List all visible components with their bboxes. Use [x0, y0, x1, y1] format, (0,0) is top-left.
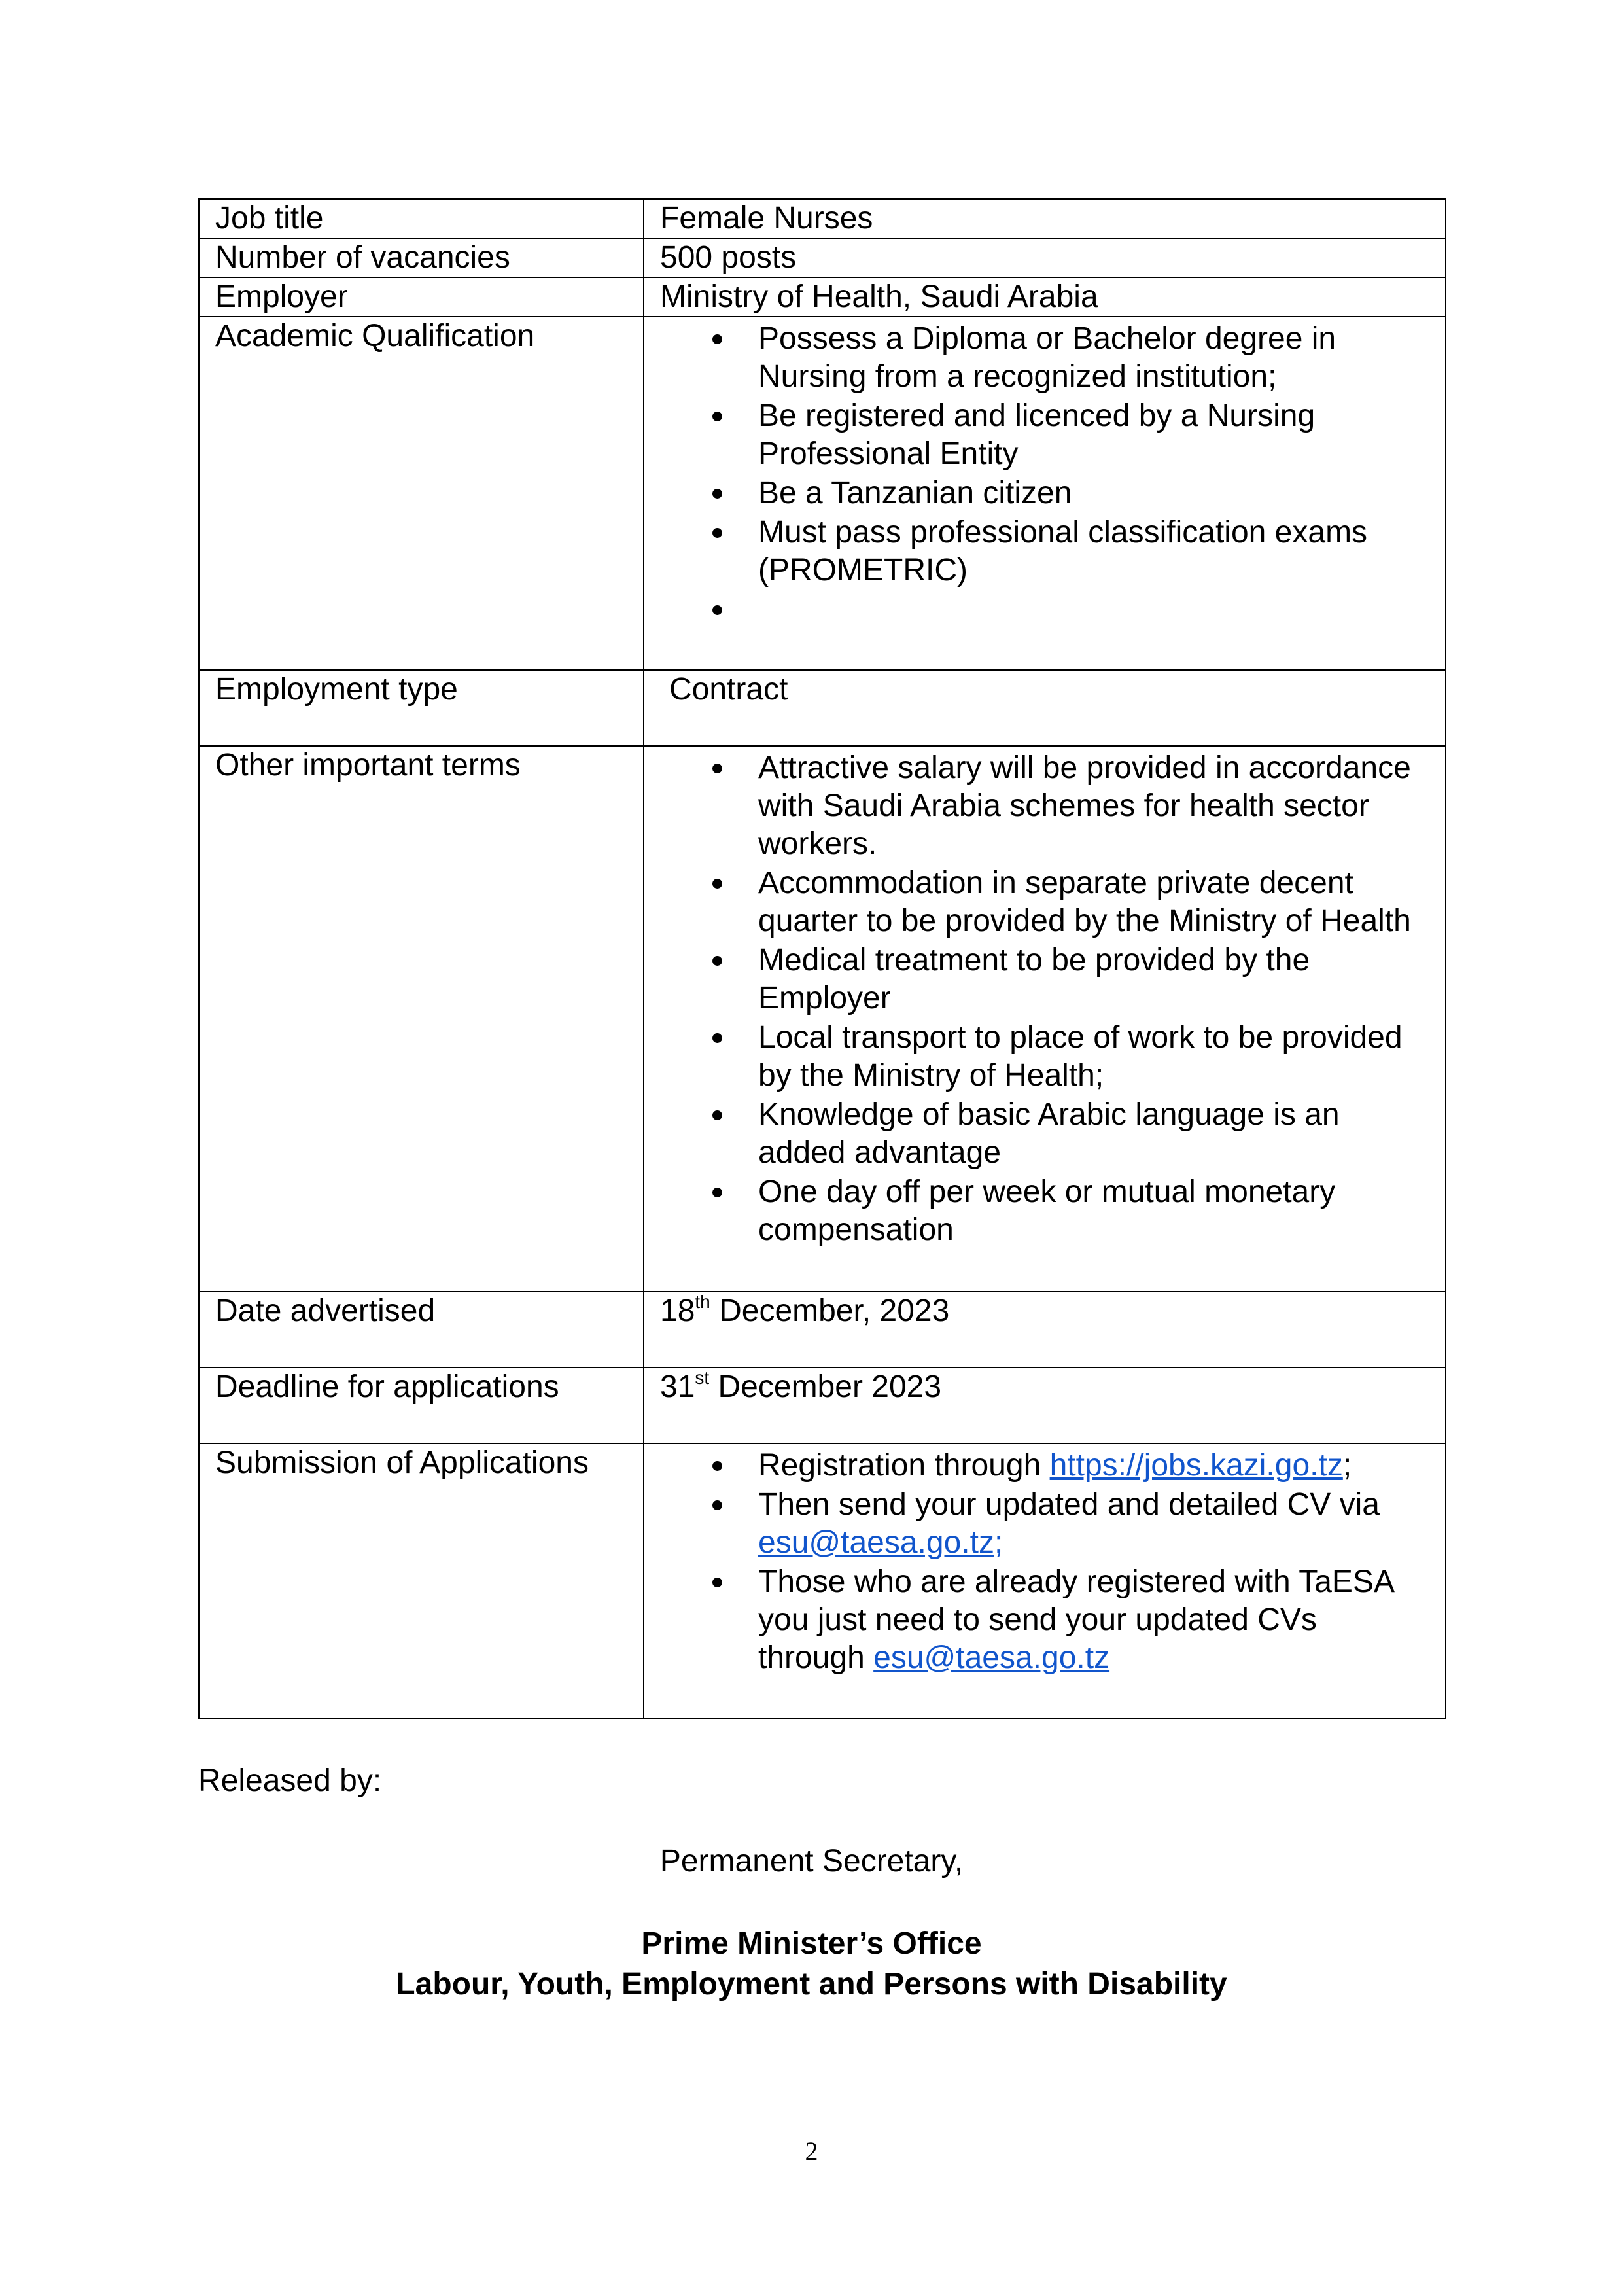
jobs-portal-link[interactable]: https://jobs.kazi.go.tz	[1049, 1448, 1343, 1483]
released-by: Released by:	[198, 1763, 382, 1798]
list-item: Then send your updated and detailed CV via esu@taesa.go.tz;	[644, 1486, 1445, 1562]
submission-list	[644, 1447, 1445, 1677]
label-date-advertised: Date advertised	[199, 1292, 644, 1368]
email-link-2[interactable]: esu@taesa.go.tz	[873, 1640, 1110, 1675]
row-vacancies	[199, 238, 1446, 277]
bullet-icon	[712, 1188, 722, 1197]
office-line-1: Prime Minister’s Office	[641, 1926, 982, 1961]
page-number: 2	[805, 2136, 818, 2166]
label-terms: Other important terms	[199, 746, 644, 1292]
bullet-icon	[712, 1500, 722, 1510]
list-item: Local transport to place of work to be provided by the Ministry of Health;	[644, 1019, 1445, 1095]
terms-list	[644, 749, 1445, 1249]
row-employment-type	[199, 670, 1446, 746]
value-date-advertised: 18th December, 2023	[644, 1292, 1446, 1368]
signatory-title: Permanent Secretary,	[659, 1844, 964, 1879]
office-name	[0, 1924, 1623, 2005]
bullet-icon	[712, 1578, 722, 1587]
row-deadline	[199, 1368, 1446, 1443]
value-job-title: Female Nurses	[644, 199, 1446, 238]
row-job-title	[199, 199, 1446, 238]
bullet-icon	[712, 764, 722, 773]
bullet-icon	[712, 1033, 722, 1043]
list-item: Attractive salary will be provided in accordance with Saudi Arabia schemes for health sector workers.	[644, 749, 1445, 863]
list-item: Accommodation in separate private decent quarter to be provided by the Ministry of Health	[644, 864, 1445, 940]
list-item: Knowledge of basic Arabic language is an added advantage	[644, 1096, 1445, 1172]
list-item: One day off per week or mutual monetary compensation	[644, 1173, 1445, 1249]
row-qualification	[199, 317, 1446, 670]
email-link[interactable]: esu@taesa.go.tz;	[758, 1525, 1003, 1560]
list-item: Medical treatment to be provided by the Employer	[644, 942, 1445, 1017]
qualification-list	[644, 320, 1445, 629]
list-item-empty	[644, 591, 1445, 629]
list-item: Registration through https://jobs.kazi.go.tz;	[644, 1447, 1445, 1485]
row-date-advertised	[199, 1292, 1446, 1368]
list-item: Must pass professional classification exams (PROMETRIC)	[644, 514, 1445, 590]
bullet-icon	[712, 1110, 722, 1120]
list-item: Be a Tanzanian citizen	[644, 474, 1445, 512]
label-job-title: Job title	[199, 199, 644, 238]
bullet-icon	[712, 605, 722, 615]
job-details-table	[198, 198, 1446, 1719]
value-employment-type: Contract	[644, 670, 1446, 746]
value-qualification	[644, 317, 1446, 670]
list-item: Possess a Diploma or Bachelor degree in Nursing from a recognized institution;	[644, 320, 1445, 396]
value-deadline: 31st December 2023	[644, 1368, 1446, 1443]
value-terms	[644, 746, 1446, 1292]
bullet-icon	[712, 334, 722, 344]
row-terms	[199, 746, 1446, 1292]
bullet-icon	[712, 528, 722, 538]
bullet-icon	[712, 489, 722, 499]
label-employment-type: Employment type	[199, 670, 644, 746]
label-employer: Employer	[199, 277, 644, 317]
label-submission: Submission of Applications	[199, 1443, 644, 1718]
office-line-2: Labour, Youth, Employment and Persons with Disability	[396, 1967, 1227, 2002]
value-employer: Ministry of Health, Saudi Arabia	[644, 277, 1446, 317]
list-item: Be registered and licenced by a Nursing Professional Entity	[644, 397, 1445, 473]
value-submission	[644, 1443, 1446, 1718]
row-employer	[199, 277, 1446, 317]
label-vacancies: Number of vacancies	[199, 238, 644, 277]
bullet-icon	[712, 1461, 722, 1471]
value-vacancies: 500 posts	[644, 238, 1446, 277]
bullet-icon	[712, 879, 722, 889]
label-deadline: Deadline for applications	[199, 1368, 644, 1443]
bullet-icon	[712, 956, 722, 966]
row-submission	[199, 1443, 1446, 1718]
label-qualification: Academic Qualification	[199, 317, 644, 670]
list-item: Those who are already registered with TaESA you just need to send your updated CVs through esu@taesa.go.tz	[644, 1563, 1445, 1677]
bullet-icon	[712, 412, 722, 421]
